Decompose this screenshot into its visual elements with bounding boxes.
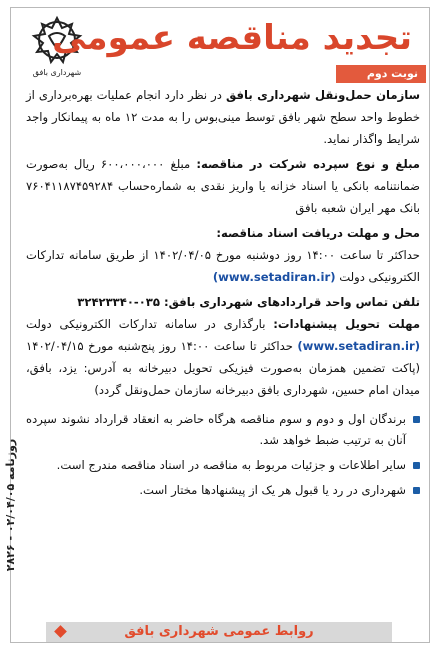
delivery-text-2: حداکثر تا ساعت ۱۴:۰۰ روز پنج‌شنبه مورخ ۱۴۰۲/۰۴/۱۵ (پاکت تضمین همزمان به‌صورت فیزیکی تحویل دبیرخانه به آدرس: یزد، بافق، میدان امام حسین، شهرداری بافق دبیرخانه سازمان حمل‌ونقل گردد) bbox=[26, 339, 420, 397]
notice-body bbox=[26, 84, 420, 505]
public-relations-footer bbox=[46, 622, 392, 642]
documents-link[interactable]: (www.setadiran.ir) bbox=[212, 270, 336, 284]
bullet-icon bbox=[413, 416, 420, 423]
round-badge: نوبت دوم bbox=[336, 65, 426, 83]
contact-paragraph bbox=[26, 291, 420, 313]
publication-date: روزنامه ۰۲/۰۴/۰۵ - ۲۸۲۶ bbox=[4, 438, 17, 572]
deposit-text: مبلغ ۶۰۰،۰۰۰،۰۰۰ ریال به‌صورت ضمانتنامه بانکی یا اسناد خزانه یا واریز نقدی به شماره‌حساب ۷۶۰۴۱۱۸۷۴۵۹۲۸۴ بانک مهر ایران شعبه بافق bbox=[26, 157, 420, 215]
documents-heading: محل و مهلت دریافت اسناد مناقصه: bbox=[216, 226, 420, 240]
organizer-name: سازمان حمل‌ونقل شهرداری بافق bbox=[225, 88, 421, 102]
delivery-link[interactable]: (www.setadiran.ir) bbox=[297, 339, 420, 353]
list-item: برندگان اول و دوم و سوم مناقصه هرگاه حاضر به انعقاد قرارداد نشوند سپرده آنان به ترتیب ضبط خواهد شد. bbox=[26, 409, 420, 451]
list-item: سایر اطلاعات و جزئیات مربوط به مناقصه در اسناد مناقصه مندرج است. bbox=[26, 455, 420, 476]
newspaper-side-label bbox=[4, 370, 22, 640]
diamond-icon bbox=[54, 625, 67, 638]
logo-caption: شهرداری بافق bbox=[32, 68, 82, 77]
documents-text: حداکثر تا ساعت ۱۴:۰۰ روز دوشنبه مورخ ۱۴۰۲/۰۴/۰۵ از طریق سامانه تدارکات الکترونیکی دولت bbox=[26, 248, 420, 284]
bullet-icon bbox=[413, 462, 420, 469]
contact-heading: تلفن تماس واحد قراردادهای شهرداری بافق: bbox=[164, 295, 420, 309]
list-item: شهرداری در رد یا قبول هر یک از پیشنهادها مختار است. bbox=[26, 480, 420, 501]
contact-phone: ۰۳۵-۳۲۴۲۳۳۴۰ bbox=[77, 295, 160, 309]
bullet-icon bbox=[413, 487, 420, 494]
documents-paragraph bbox=[26, 244, 420, 288]
intro-text: در نظر دارد انجام عملیات بهره‌برداری از خطوط واحد سطح شهر بافق توسط مینی‌بوس را به مدت ۱۲ ماه به پیمانکار واجد شرایط واگذار نماید. bbox=[26, 88, 420, 146]
notes-list bbox=[26, 409, 420, 501]
delivery-paragraph bbox=[26, 313, 420, 401]
deposit-paragraph bbox=[26, 153, 420, 219]
deposit-heading: مبلغ و نوع سپرده شرکت در مناقصه: bbox=[196, 157, 420, 171]
notice-title: تجدید مناقصه عمومی bbox=[52, 18, 412, 58]
delivery-heading: مهلت تحویل پیشنهادات: bbox=[273, 317, 420, 331]
intro-paragraph bbox=[26, 84, 420, 150]
delivery-text-1: بارگذاری در سامانه تدارکات الکترونیکی دولت bbox=[26, 317, 266, 331]
footer-text: روابط عمومی شهرداری بافق bbox=[124, 624, 314, 639]
